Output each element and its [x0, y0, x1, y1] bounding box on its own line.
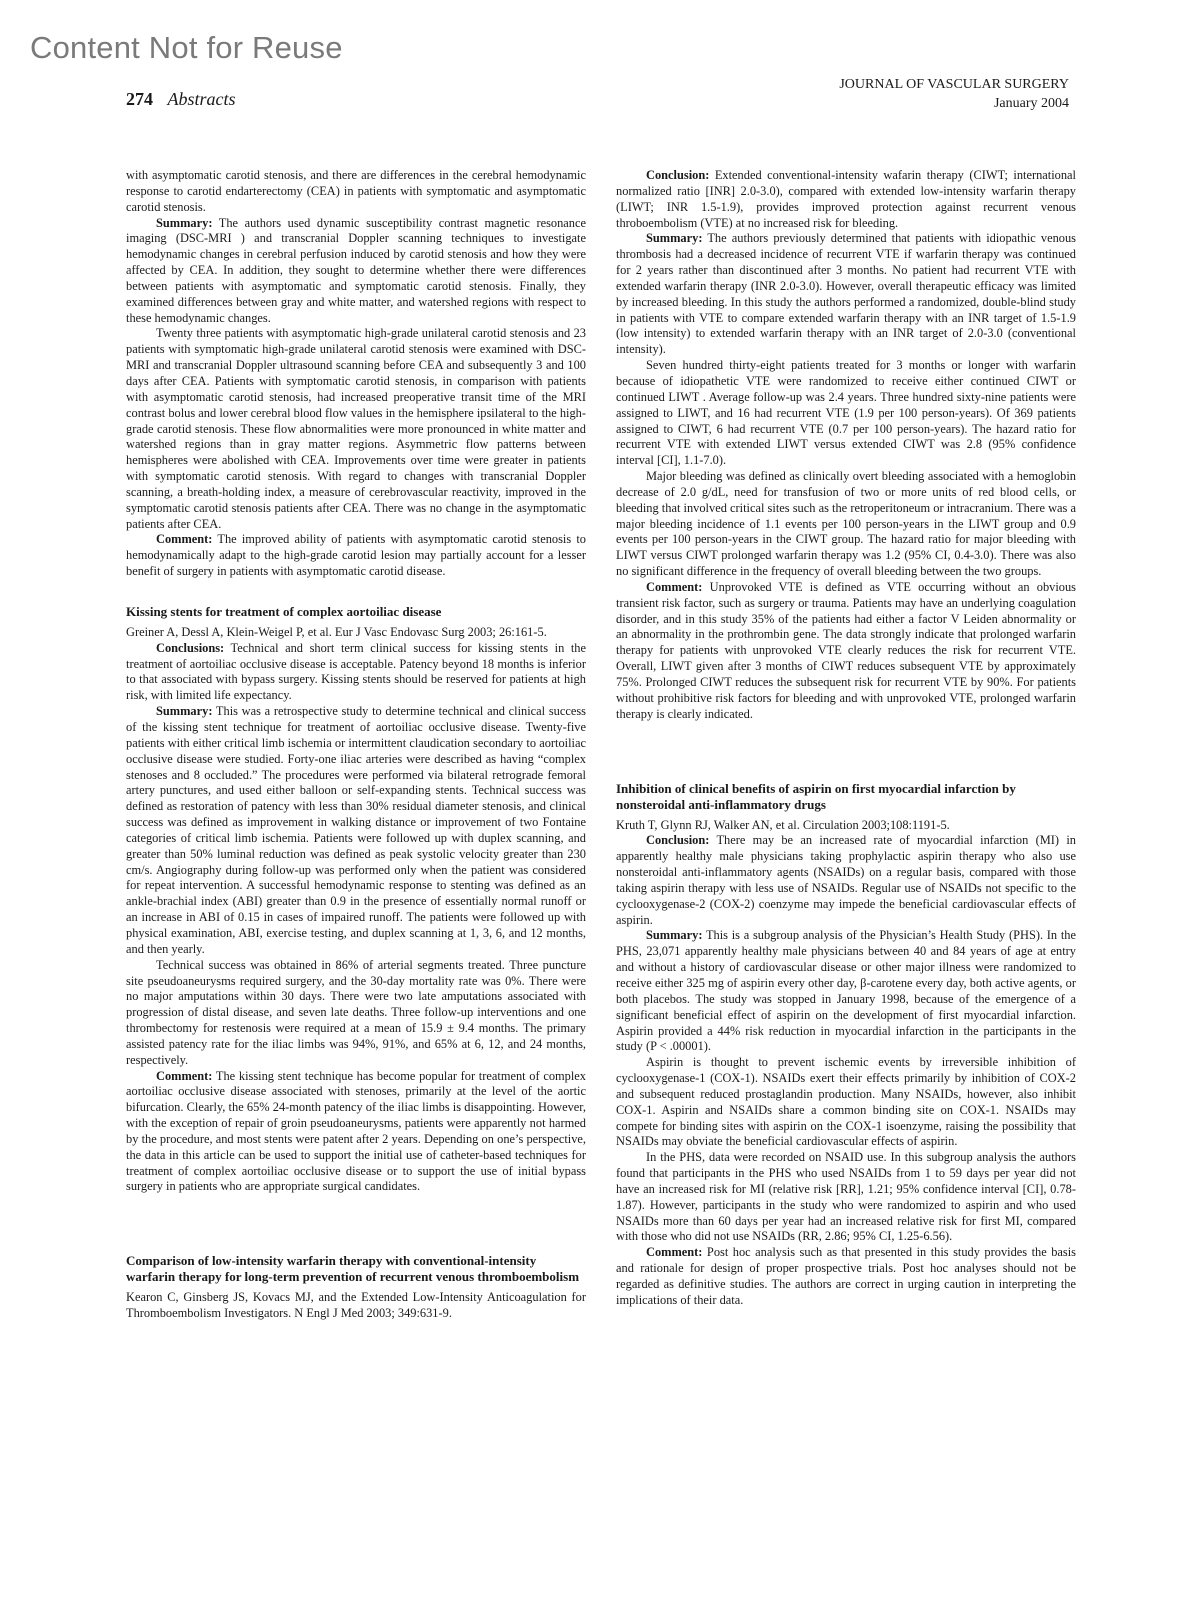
article-citation: Kruth T, Glynn RJ, Walker AN, et al. Circulation 2003;108:1191-5.	[616, 817, 950, 832]
paragraph: Conclusions: Technical and short term clinical success for kissing stents in the treatment of aortoiliac occlusive disease is acceptable. Patency beyond 18 months is inferior to that associated with bypass surgery. Kissing stents should be reserved for patients at high risk, with limited life expectancy.	[126, 640, 586, 703]
article-title: Inhibition of clinical benefits of aspirin on first myocardial infarction by nonsteroidal anti-inflammatory drugs	[616, 780, 1016, 812]
paragraph: Summary: The authors previously determined that patients with idiopathic venous thrombosis had a decreased incidence of recurrent VTE if warfarin therapy was continued for 2 years rather than discontinued after 3 months. No patient had recurrent VTE with extended warfarin therapy (INR 2.0-3.0). However, overall therapeutic efficacy was limited by increased bleeding. In this study the authors performed a randomized, double-blind study in patients with VTE to compare extended warfarin therapy with an INR target of 1.5-1.9 (low intensity) to extended warfarin therapy with an INR target of 2.0-3.0 (conventional intensity).	[616, 231, 1076, 357]
watermark: Content Not for Reuse	[30, 30, 343, 65]
paragraph-label: Conclusions:	[156, 640, 225, 655]
paragraph: Conclusion: Extended conventional-intensity wafarin therapy (CIWT; international normalized ratio [INR] 2.0-3.0), compared with extended low-intensity warfarin therapy (LIWT; INR 1.5-1.9), provides improved protection against recurrent venous throboembolism (VTE) at no increased risk for bleeding.	[616, 168, 1076, 230]
paragraph: Comment: Unprovoked VTE is defined as VTE occurring without an obvious transient risk factor, such as surgery or trauma. Patients may have an underlying coagulation disorder, and in this study 35% of the patients had either a factor V Leiden abnormality or an abnormality in the prothrombin gene. The data strongly indicate that prolonged warfarin therapy for patients with unprovoked VTE clearly reduces the risk for recurrent VTE. Overall, LIWT given after 3 months of CIWT reduces subsequent VTE by approximately 75%. Prolonged CIWT reduces the subsequent risk for recurrent VTE by 90%. For patients without prohibitive risk factors for bleeding and with unprovoked VTE, prolonged warfarin therapy is clearly indicated.	[616, 579, 1076, 721]
paragraph: Comment: The improved ability of patients with asymptomatic carotid stenosis to hemodynamically adapt to the high-grade carotid lesion may partially account for a lesser benefit of surgery in patients with asymptomatic carotid disease.	[126, 532, 586, 579]
paragraph: Technical success was obtained in 86% of arterial segments treated. Three puncture site pseudoaneurysms required surgery, and the 30-day mortality rate was 0%. There were no major amputations within 30 days. There were two late amputations associated with progression of distal disease, and seven late deaths. Three follow-up interventions and one thrombectomy for restenosis were required at a mean of 15.9 ± 9.4 months. The primary assisted patency rate for the iliac limbs was 94%, 91%, and 65% at 6, 12, and 24 months, respectively.	[126, 957, 586, 1067]
right-column	[616, 168, 1076, 1309]
paragraph: Aspirin is thought to prevent ischemic events by irreversible inhibition of cyclooxygenase-1 (COX-1). NSAIDs exert their effects primarily by inhibition of COX-2 and subsequent reduced prostaglandin production. Many NSAIDs, however, also inhibit COX-1. Aspirin and NSAIDs share a common binding site on COX-1. NSAIDs may compete for binding sites with aspirin on the COX-1 isoenzyme, raising the possibility that NSAIDs may obviate the beneficial cardiovascular effects of aspirin.	[616, 1055, 1076, 1149]
paragraph: Comment: Post hoc analysis such as that presented in this study provides the basis and rationale for design of proper prospective trials. Post hoc analyses should not be regarded as definitive studies. The authors are correct in urging caution in interpreting the implications of their data.	[616, 1245, 1076, 1307]
paragraph: Summary: This is a subgroup analysis of the Physician’s Health Study (PHS). In the PHS, 23,071 apparently healthy male physicians between 40 and 84 years of age at entry and without a history of cardiovascular disease or other major illness were randomized to receive either 325 mg of aspirin every other day, β-carotene every day, both active agents, or both placebos. The study was stopped in January 1998, because of the emergence of a significant beneficial effect of aspirin on the development of first myocardial infarction. Aspirin provided a 44% risk reduction in myocardial infarction in the participants in the study (P < .00001).	[616, 928, 1076, 1054]
paragraph: Major bleeding was defined as clinically overt bleeding associated with a hemoglobin decrease of 2.0 g/dL, need for transfusion of two or more units of red blood cells, or bleeding that involved critical sites such as the retroperitoneum or intracranium. There was a major bleeding incidence of 1.1 events per 100 person-years in the LIWT group and 0.9 events per 100 person-years in the CIWT group. The hazard ratio for major bleeding with LIWT versus CIWT prolonged warfarin therapy was 1.2 (95% CI, 0.4-3.0). There was also no significant difference in the frequency of overall bleeding between the two groups.	[616, 469, 1076, 579]
paragraph: Seven hundred thirty-eight patients treated for 3 months or longer with warfarin because of idiopathetic VTE were randomized to receive either continued CIWT or continued LIWT . Average follow-up was 2.4 years. Three hundred sixty-nine patients were assigned to LIWT, and 16 had recurrent VTE (1.9 per 100 person-years). Of 369 patients assigned to CIWT, 6 had recurrent VTE (0.7 per 100 person-years). The hazard ratio for recurrent VTE with extended LIWT versus extended CIWT was 2.8 (95% confidence interval [CI], 1.1-7.0).	[616, 358, 1076, 468]
article-citation: Greiner A, Dessl A, Klein-Weigel P, et al. Eur J Vasc Endovasc Surg 2003; 26:161-5.	[126, 624, 547, 639]
paragraph-label: Conclusion:	[646, 168, 710, 182]
article-citation: Kearon C, Ginsberg JS, Kovacs MJ, and the Extended Low-Intensity Anticoagulation for Thromboembolism Investigators. N Engl J Med 2003; 349:631-9.	[126, 1290, 586, 1321]
paragraph: In the PHS, data were recorded on NSAID use. In this subgroup analysis the authors found that participants in the PHS who used NSAIDs from 1 to 59 days per year did not have an increased risk for MI (relative risk [RR], 1.21; 95% confidence interval [CI], 0.78-1.87). However, participants in the study who were randomized to aspirin and who used NSAIDs more than 60 days per year had an increased relative risk for first MI, compared with those who did not use NSAIDs (RR, 2.86; 95% CI, 1.25-6.56).	[616, 1150, 1076, 1244]
article-title: Kissing stents for treatment of complex aortoiliac disease	[126, 603, 442, 619]
paragraph: Twenty three patients with asymptomatic high-grade unilateral carotid stenosis and 23 patients with symptomatic high-grade unilateral carotid stenosis were examined with DSC-MRI and transcranial Doppler ultrasound scanning before CEA and subsequently 3 and 100 days after CEA. Patients with symptomatic carotid stenosis, in comparison with patients with asymptomatic carotid stenosis, had increased preoperative transit time of the MRI contrast bolus and lower cerebral blood flow values in the hemisphere ipsilateral to the high-grade carotid stenosis. These flow abnormalities were more pronounced in white matter and watershed regions than in gray matter regions. Asymmetric flow patterns between hemispheres were abolished with CEA. Improvements over time were greater in patients with symptomatic carotid stenosis. With regard to changes with transcranial Doppler scanning, a breath-holding index, a measure of cerebrovascular reactivity, improved in the symptomatic carotid stenosis patients after CEA. There was no change in the asymptomatic patients after CEA.	[126, 326, 586, 531]
paragraph-label: Comment:	[156, 532, 213, 547]
paragraph-label: Summary:	[156, 215, 213, 230]
section-title: Abstracts	[167, 89, 236, 109]
paragraph: Comment: The kissing stent technique has become popular for treatment of complex aortoiliac occlusive disease associated with stenoses, primarily at the level of the aortic bifurcation. Clearly, the 65% 24-month patency of the iliac limbs is disappointing. However, with the exception of repair of groin pseudoaneurysms, patients were apparently not harmed by the procedure, and most stents were patent after 2 years. Depending on one’s perspective, the data in this article can be used to support the initial use of catheter-based techniques for treatment of complex aortoiliac occlusive disease or to support the use of initial bypass surgery in patients who are appropriate surgical candidates.	[126, 1068, 586, 1194]
carryover-paragraph: with asymptomatic carotid stenosis, and there are differences in the cerebral hemodynamic response to carotid endarterectomy (CEA) in patients with symptomatic and asymptomatic carotid stenosis.	[126, 168, 586, 214]
issue-date: January 2004	[993, 96, 1069, 111]
page-number: 274	[126, 89, 153, 109]
spacer	[616, 723, 1076, 781]
paragraph: Summary: This was a retrospective study to determine technical and clinical success of the kissing stent technique for treatment of aortoiliac occlusive disease. Twenty-five patients with either critical limb ischemia or intermittent claudication secondary to aortoiliac occlusive disease were studied. Forty-one iliac arteries were described as having “complex stenoses and 8 occluded.” The procedures were performed via bilateral retrograde femoral artery punctures, and used either balloon or self-expanding stents. Technical success was defined as restoration of patency with less than 30% residual diameter stenosis, and clinical success was defined as improvement in walking distance or improvement of two Fontaine categories of critical limb ischemia. Patients were followed up with duplex scanning, and greater than 50% luminal reduction was defined as peak systolic velocity greater than 230 cm/s. Angiography during follow-up was performed only when the patient was considered for repeat intervention. A successful hemodynamic response to stenting was defined as an ankle-brachial index (ABI) greater than 0.9 in the presence of essentially normal runoff or an increase in ABI of 0.15 in cases of impaired runoff. The patients were followed up with physical examination, ABI, exercise testing, and duplex scanning at 1, 3, 6, and 12 months, and then yearly.	[126, 704, 586, 956]
paragraph-label: Summary:	[156, 704, 213, 719]
article-title: Comparison of low-intensity warfarin therapy with conventional-intensity warfarin therapy for long-term prevention of recurrent venous thromboembolism	[126, 1253, 580, 1285]
paragraph: Summary: The authors used dynamic susceptibility contrast magnetic resonance imaging (DSC-MRI ) and transcranial Doppler scanning techniques to investigate hemodynamic changes in cerebral perfusion induced by carotid stenosis and how they were affected by CEA. In addition, they sought to determine whether there were differences between patients with asymptomatic and symptomatic carotid stenosis. Finally, they examined differences between gray and white matter, and watershed regions with respect to these hemodynamic changes.	[126, 215, 586, 325]
paragraph-label: Summary:	[646, 231, 703, 246]
paragraph-label: Comment:	[156, 1068, 213, 1083]
journal-name: JOURNAL OF VASCULAR SURGERY	[839, 77, 1069, 92]
spacer	[126, 1195, 586, 1253]
paragraph-label: Summary:	[646, 928, 703, 943]
paragraph-label: Comment:	[646, 1245, 703, 1260]
running-header	[839, 75, 1069, 113]
paragraph: Conclusion: There may be an increased rate of myocardial infarction (MI) in apparently healthy male physicians taking prophylactic aspirin therapy who also use nonsteroidal anti-inflammatory agents (NSAIDs) on a regular basis, compared with those taking aspirin therapy with less use of NSAIDs. Regular use of NSAIDs not specific to the cyclooxygenase-2 (COX-2) coenzyme may impede the beneficial cardiovascular effects of aspirin.	[616, 833, 1076, 927]
paragraph-label: Comment:	[646, 579, 703, 594]
paragraph-label: Conclusion:	[646, 833, 710, 848]
left-column	[126, 168, 586, 1322]
spacer	[126, 580, 586, 604]
page-folio	[126, 89, 236, 110]
